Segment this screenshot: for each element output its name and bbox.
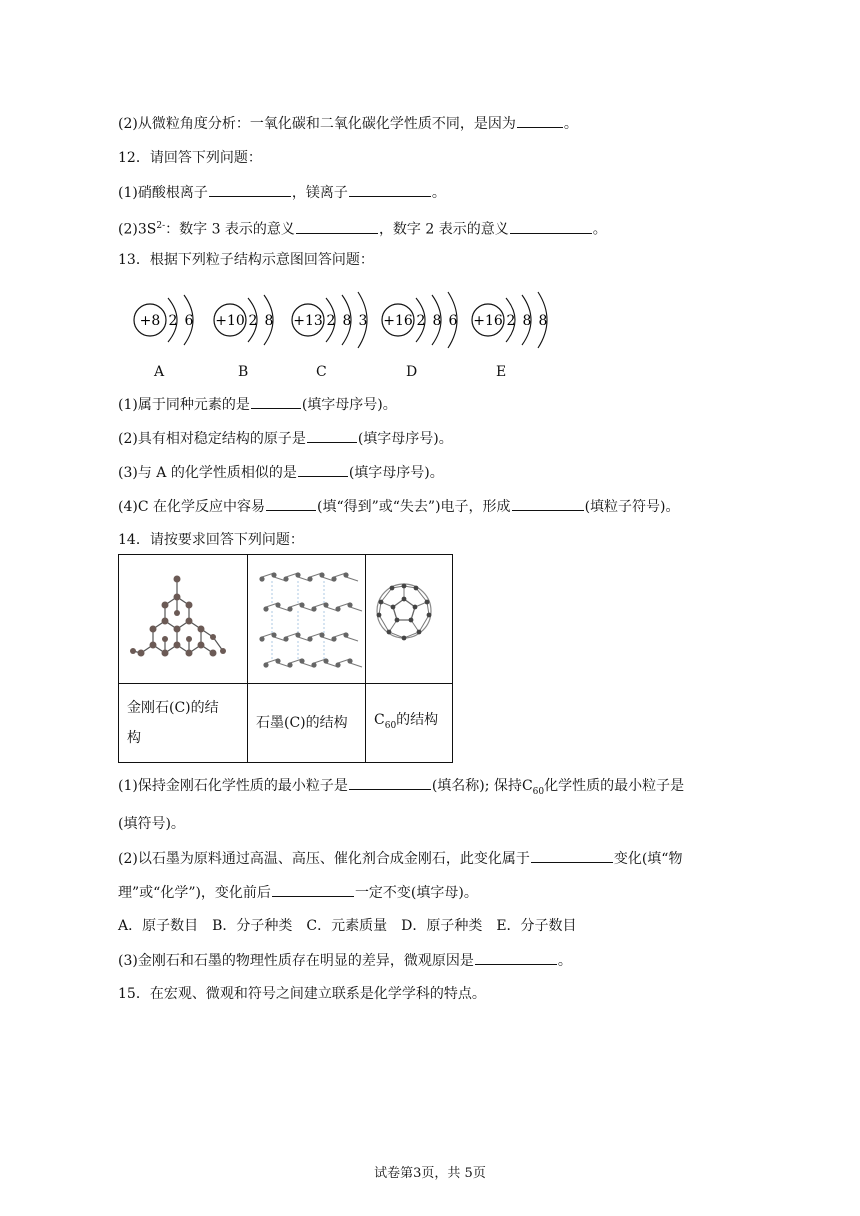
q14-part2: (2)以石墨为原料通过高温、高压、催化剂合成金刚石，此变化属于 变化(填“物: [118, 848, 682, 869]
graphite-atom: [319, 632, 324, 637]
answer-blank[interactable]: [512, 496, 584, 511]
electron-count: 8: [432, 313, 442, 329]
answer-blank[interactable]: [510, 219, 592, 234]
q13-part1: (1)属于同种元素的是 (填字母序号)。: [118, 394, 397, 415]
graphite-atom: [323, 658, 328, 663]
q13-title: 13．根据下列粒子结构示意图回答问题：: [118, 252, 374, 268]
answer-blank[interactable]: [296, 219, 378, 234]
q14-part1: (1)保持金刚石化学性质的最小粒子是 (填名称); 保持$C_{60}$化学性质的最小粒子是: [118, 775, 684, 802]
graphite-caption: 石墨(C)的结构: [248, 684, 366, 763]
nucleus-charge: +8: [139, 313, 161, 329]
nucleus-charge: +13: [293, 313, 323, 329]
electron-count: 8: [342, 313, 352, 329]
answer-blank[interactable]: [272, 882, 354, 897]
q12-part1: (1)硝酸根离子 ，镁离子 。: [118, 182, 446, 203]
diamond-structure-image: [119, 555, 248, 684]
graphite-atom: [263, 662, 268, 667]
answer-blank[interactable]: [266, 496, 316, 511]
nucleus-charge: +16: [473, 313, 503, 329]
electron-count: 8: [538, 313, 548, 329]
graphite-atom: [347, 658, 352, 663]
graphite-atom: [259, 576, 264, 581]
graphite-atom: [347, 602, 352, 607]
q13-part4: (4)C 在化学反应中容易 (填“得到”或“失去”)电子，形成 (填粒子符号)。: [118, 496, 680, 517]
electron-count: 2: [326, 313, 336, 329]
graphite-atom: [263, 606, 268, 611]
nucleus-charge: +16: [383, 313, 413, 329]
graphite-atom: [335, 606, 340, 611]
atom-label-d: D: [406, 364, 418, 380]
graphite-atom: [299, 602, 304, 607]
q13-part2: (2)具有相对稳定结构的原子是 (填字母序号)。: [118, 428, 453, 449]
c60-caption: $C_{60}$的结构: [366, 684, 453, 763]
graphite-atom: [287, 606, 292, 611]
graphite-structure-icon: [248, 555, 365, 679]
electron-count: 3: [358, 313, 368, 329]
graphite-atom: [271, 572, 276, 577]
graphite-atom: [275, 602, 280, 607]
answer-blank[interactable]: [251, 394, 301, 409]
q11-part2: (2)从微粒角度分析：一氧化碳和二氧化碳化学性质不同，是因为 。: [118, 113, 578, 134]
graphite-bond: [350, 607, 362, 611]
c60-structure-image: [366, 555, 453, 684]
diamond-caption: 金刚石(C)的结 构: [119, 684, 248, 763]
graphite-bond: [346, 577, 358, 581]
graphite-atom: [283, 636, 288, 641]
page-footer: 试卷第3页，共 5页: [374, 1166, 486, 1181]
answer-blank[interactable]: [307, 428, 357, 443]
graphite-atom: [311, 606, 316, 611]
graphite-bond: [350, 663, 362, 667]
answer-blank[interactable]: [349, 775, 431, 790]
graphite-atom: [311, 662, 316, 667]
atom-label-b: B: [238, 364, 249, 380]
answer-blank[interactable]: [475, 950, 557, 965]
graphite-atom: [295, 572, 300, 577]
graphite-atom: [295, 632, 300, 637]
graphite-atom: [335, 662, 340, 667]
atom-diagram-svg: [128, 280, 588, 360]
graphite-atom: [323, 602, 328, 607]
q14-options: A．原子数目 B．分子种类 C．元素质量 D．原子种类 E．分子数目: [118, 918, 577, 934]
graphite-atom: [259, 636, 264, 641]
graphite-bond: [346, 637, 358, 641]
electron-count: 2: [506, 313, 516, 329]
answer-blank[interactable]: [298, 462, 348, 477]
answer-blank[interactable]: [517, 113, 563, 128]
electron-count: 2: [248, 313, 258, 329]
electron-count: 6: [184, 313, 194, 329]
carbon-structure-table: [118, 554, 453, 763]
graphite-atom: [331, 636, 336, 641]
graphite-atom: [287, 662, 292, 667]
graphite-atom: [343, 572, 348, 577]
answer-blank[interactable]: [349, 182, 431, 197]
q13-part3: (3)与 A 的化学性质相似的是 (填字母序号)。: [118, 462, 444, 483]
graphite-atom: [283, 576, 288, 581]
electron-count: 8: [522, 313, 532, 329]
graphite-atom: [307, 576, 312, 581]
graphite-atom: [271, 632, 276, 637]
graphite-atom: [307, 636, 312, 641]
q14-title: 14．请按要求回答下列问题：: [118, 532, 304, 548]
graphite-atom: [343, 632, 348, 637]
graphite-atom: [331, 576, 336, 581]
c60-structure-icon: [366, 555, 452, 679]
atom-label-c: C: [316, 364, 327, 380]
nucleus-charge: +10: [215, 313, 245, 329]
q14-part3: (3)金刚石和石墨的物理性质存在明显的差异，微观原因是 。: [118, 950, 572, 971]
graphite-atom: [275, 658, 280, 663]
electron-count: 2: [168, 313, 178, 329]
q12-part2: $(2)3S^{2-}$：数字 3 表示的意义 ，数字 2 表示的意义 。: [118, 216, 607, 240]
electron-count: 2: [416, 313, 426, 329]
q12-title: 12．请回答下列问题：: [118, 150, 262, 166]
q15-title: 15．在宏观、微观和符号之间建立联系是化学学科的特点。: [118, 986, 486, 1002]
graphite-atom: [299, 658, 304, 663]
graphite-structure-image: [248, 555, 366, 684]
graphite-atom: [319, 572, 324, 577]
answer-blank[interactable]: [531, 848, 613, 863]
atom-label-e: E: [496, 364, 507, 380]
electron-count: 8: [264, 313, 274, 329]
diamond-structure-icon: [119, 555, 247, 679]
q14-part2-cont: 理”或“化学”)，变化前后 一定不变(填字母)。: [118, 882, 478, 903]
answer-blank[interactable]: [209, 182, 291, 197]
q14-part1-cont: (填符号)。: [118, 816, 185, 832]
electron-count: 6: [448, 313, 458, 329]
atom-structure-diagrams: [128, 280, 588, 380]
atom-label-a: A: [154, 364, 165, 380]
